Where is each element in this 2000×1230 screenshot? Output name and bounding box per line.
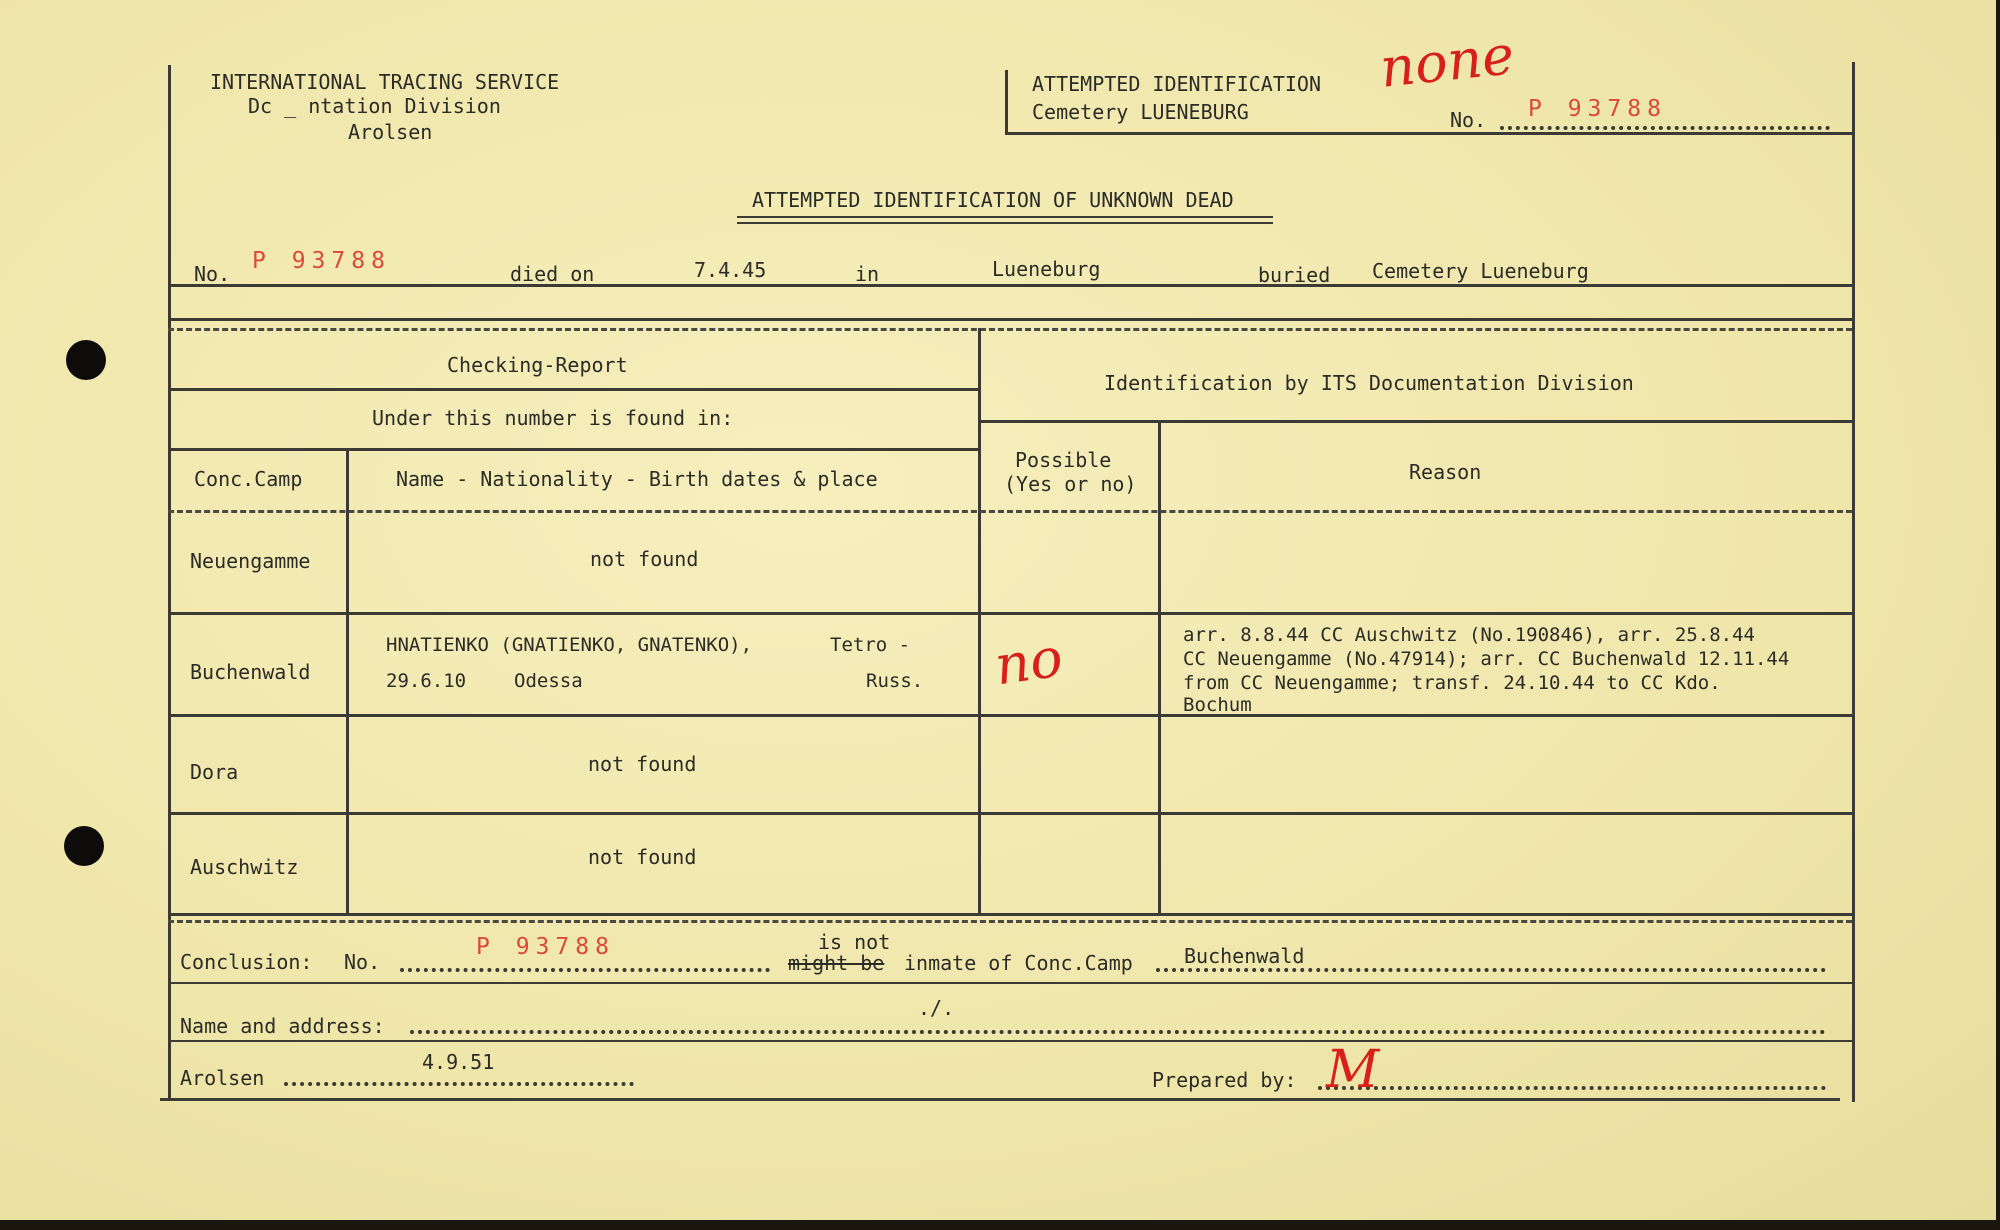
row-camp-buchenwald: Buchenwald (190, 660, 311, 684)
row-reason-buchenwald-2: CC Neuengamme (No.47914); arr. CC Buchenwald 12.11.44 (1183, 648, 1790, 670)
conclusion-no-dots (400, 968, 770, 972)
buried-value: Cemetery Lueneburg (1372, 259, 1589, 283)
died-on-value: 7.4.45 (694, 258, 767, 282)
header-no-dots (1500, 126, 1830, 130)
row-line-3 (168, 812, 1852, 815)
name-line (168, 1040, 1852, 1042)
conclusion-struck-might-be: might be (788, 951, 885, 975)
record-line (168, 284, 1852, 287)
table-mid-divider (978, 328, 981, 913)
col-header-reason: Reason (1409, 460, 1482, 484)
title-underline-1 (737, 216, 1273, 218)
row-name-neuengamme: not found (590, 547, 699, 571)
checking-sub-line (168, 448, 978, 451)
row-camp-dora: Dora (190, 760, 239, 784)
header-box-left (1005, 70, 1008, 132)
checking-title-line (168, 388, 978, 391)
record-no-value: P 93788 (252, 248, 391, 274)
prepared-by-dots (1318, 1086, 1826, 1090)
conclusion-is-not: is not (818, 930, 891, 954)
row-camp-auschwitz: Auschwitz (190, 855, 299, 879)
camp-col-divider (346, 448, 349, 913)
header-row-line (168, 510, 1852, 513)
frame-right (1852, 62, 1855, 1102)
document-title: ATTEMPTED IDENTIFICATION OF UNKNOWN DEAD (752, 188, 1234, 212)
row-reason-buchenwald-4: Bochum (1183, 694, 1252, 716)
place-of-death: Lueneburg (992, 257, 1101, 281)
row-name-buchenwald-2: 29.6.10 (386, 670, 467, 692)
box-title: ATTEMPTED IDENTIFICATION (1032, 72, 1321, 96)
name-address-label: Name and address: (180, 1014, 385, 1038)
frame-bottom (160, 1098, 1840, 1101)
arolsen-label: Arolsen (180, 1066, 265, 1090)
row-name-dora: not found (588, 752, 697, 776)
conclusion-no-label: No. (344, 950, 381, 974)
conclusion-label: Conclusion: (180, 950, 313, 974)
row-reason-buchenwald-3: from CC Neuengamme; transf. 24.10.44 to CC Kdo. (1183, 672, 1721, 694)
punch-hole-bottom (64, 826, 104, 866)
conclusion-camp-dots (1156, 968, 1826, 972)
row-reason-buchenwald-1: arr. 8.8.44 CC Auschwitz (No.190846), arr. 25.8.44 (1183, 624, 1755, 646)
conclusion-line (168, 982, 1852, 984)
row-name-buchenwald-1: HNATIENKO (GNATIENKO, GNATENKO), (386, 634, 753, 656)
name-address-dots (410, 1030, 1826, 1034)
org-line-3: Arolsen (348, 120, 433, 144)
col-header-name: Name - Nationality - Birth dates & place (396, 467, 878, 491)
row-name-buchenwald-nat: Russ. (866, 670, 924, 692)
org-line-2: Dc _ ntation Division (248, 94, 501, 118)
row-name-auschwitz: not found (588, 845, 697, 869)
row-name-buchenwald-extra: Tetro - (830, 634, 911, 656)
col-header-possible-1: Possible (1015, 448, 1112, 472)
date-value: 4.9.51 (422, 1050, 495, 1074)
prepared-by-label: Prepared by: (1152, 1068, 1297, 1092)
row-line-2 (168, 714, 1852, 717)
header-no-label: No. (1450, 108, 1487, 132)
date-dots (284, 1082, 634, 1086)
conclusion-inmate-text: inmate of Conc.Camp (904, 951, 1133, 975)
possible-col-divider (1158, 420, 1161, 913)
punch-hole-top (66, 340, 106, 380)
record-no-label: No. (194, 262, 231, 286)
ident-title-line (978, 420, 1852, 423)
header-no-value: P 93788 (1528, 96, 1667, 122)
row-camp-neuengamme: Neuengamme (190, 549, 311, 573)
conclusion-camp-value: Buchenwald (1184, 944, 1305, 968)
col-header-camp: Conc.Camp (194, 467, 303, 491)
table-top (168, 328, 1852, 331)
row-name-buchenwald-place: Odessa (514, 670, 583, 692)
table-bottom-dashed (168, 920, 1852, 923)
org-line-1: INTERNATIONAL TRACING SERVICE (210, 70, 560, 94)
ident-title: Identification by ITS Documentation Division (1104, 371, 1634, 395)
name-address-value: ./. (918, 996, 955, 1020)
header-box-bottom (1005, 132, 1852, 135)
frame-left (168, 65, 171, 1100)
checking-report-subtitle: Under this number is found in: (372, 406, 734, 430)
conclusion-no-value: P 93788 (476, 934, 615, 960)
row-possible-buchenwald: no (990, 625, 1067, 698)
buried-label: buried (1258, 263, 1331, 287)
handwritten-none: none (1377, 23, 1517, 100)
col-header-possible-2: (Yes or no) (1004, 472, 1137, 496)
checking-report-title: Checking-Report (447, 353, 628, 377)
row-line-1 (168, 612, 1852, 615)
prepared-by-initial: M (1326, 1040, 1380, 1100)
box-cemetery: Cemetery LUENEBURG (1032, 100, 1249, 124)
record-line-lower (168, 318, 1852, 321)
table-bottom (168, 913, 1852, 916)
died-on-label: died on (510, 262, 595, 286)
title-underline-2 (737, 222, 1273, 224)
in-label: in (855, 262, 880, 286)
